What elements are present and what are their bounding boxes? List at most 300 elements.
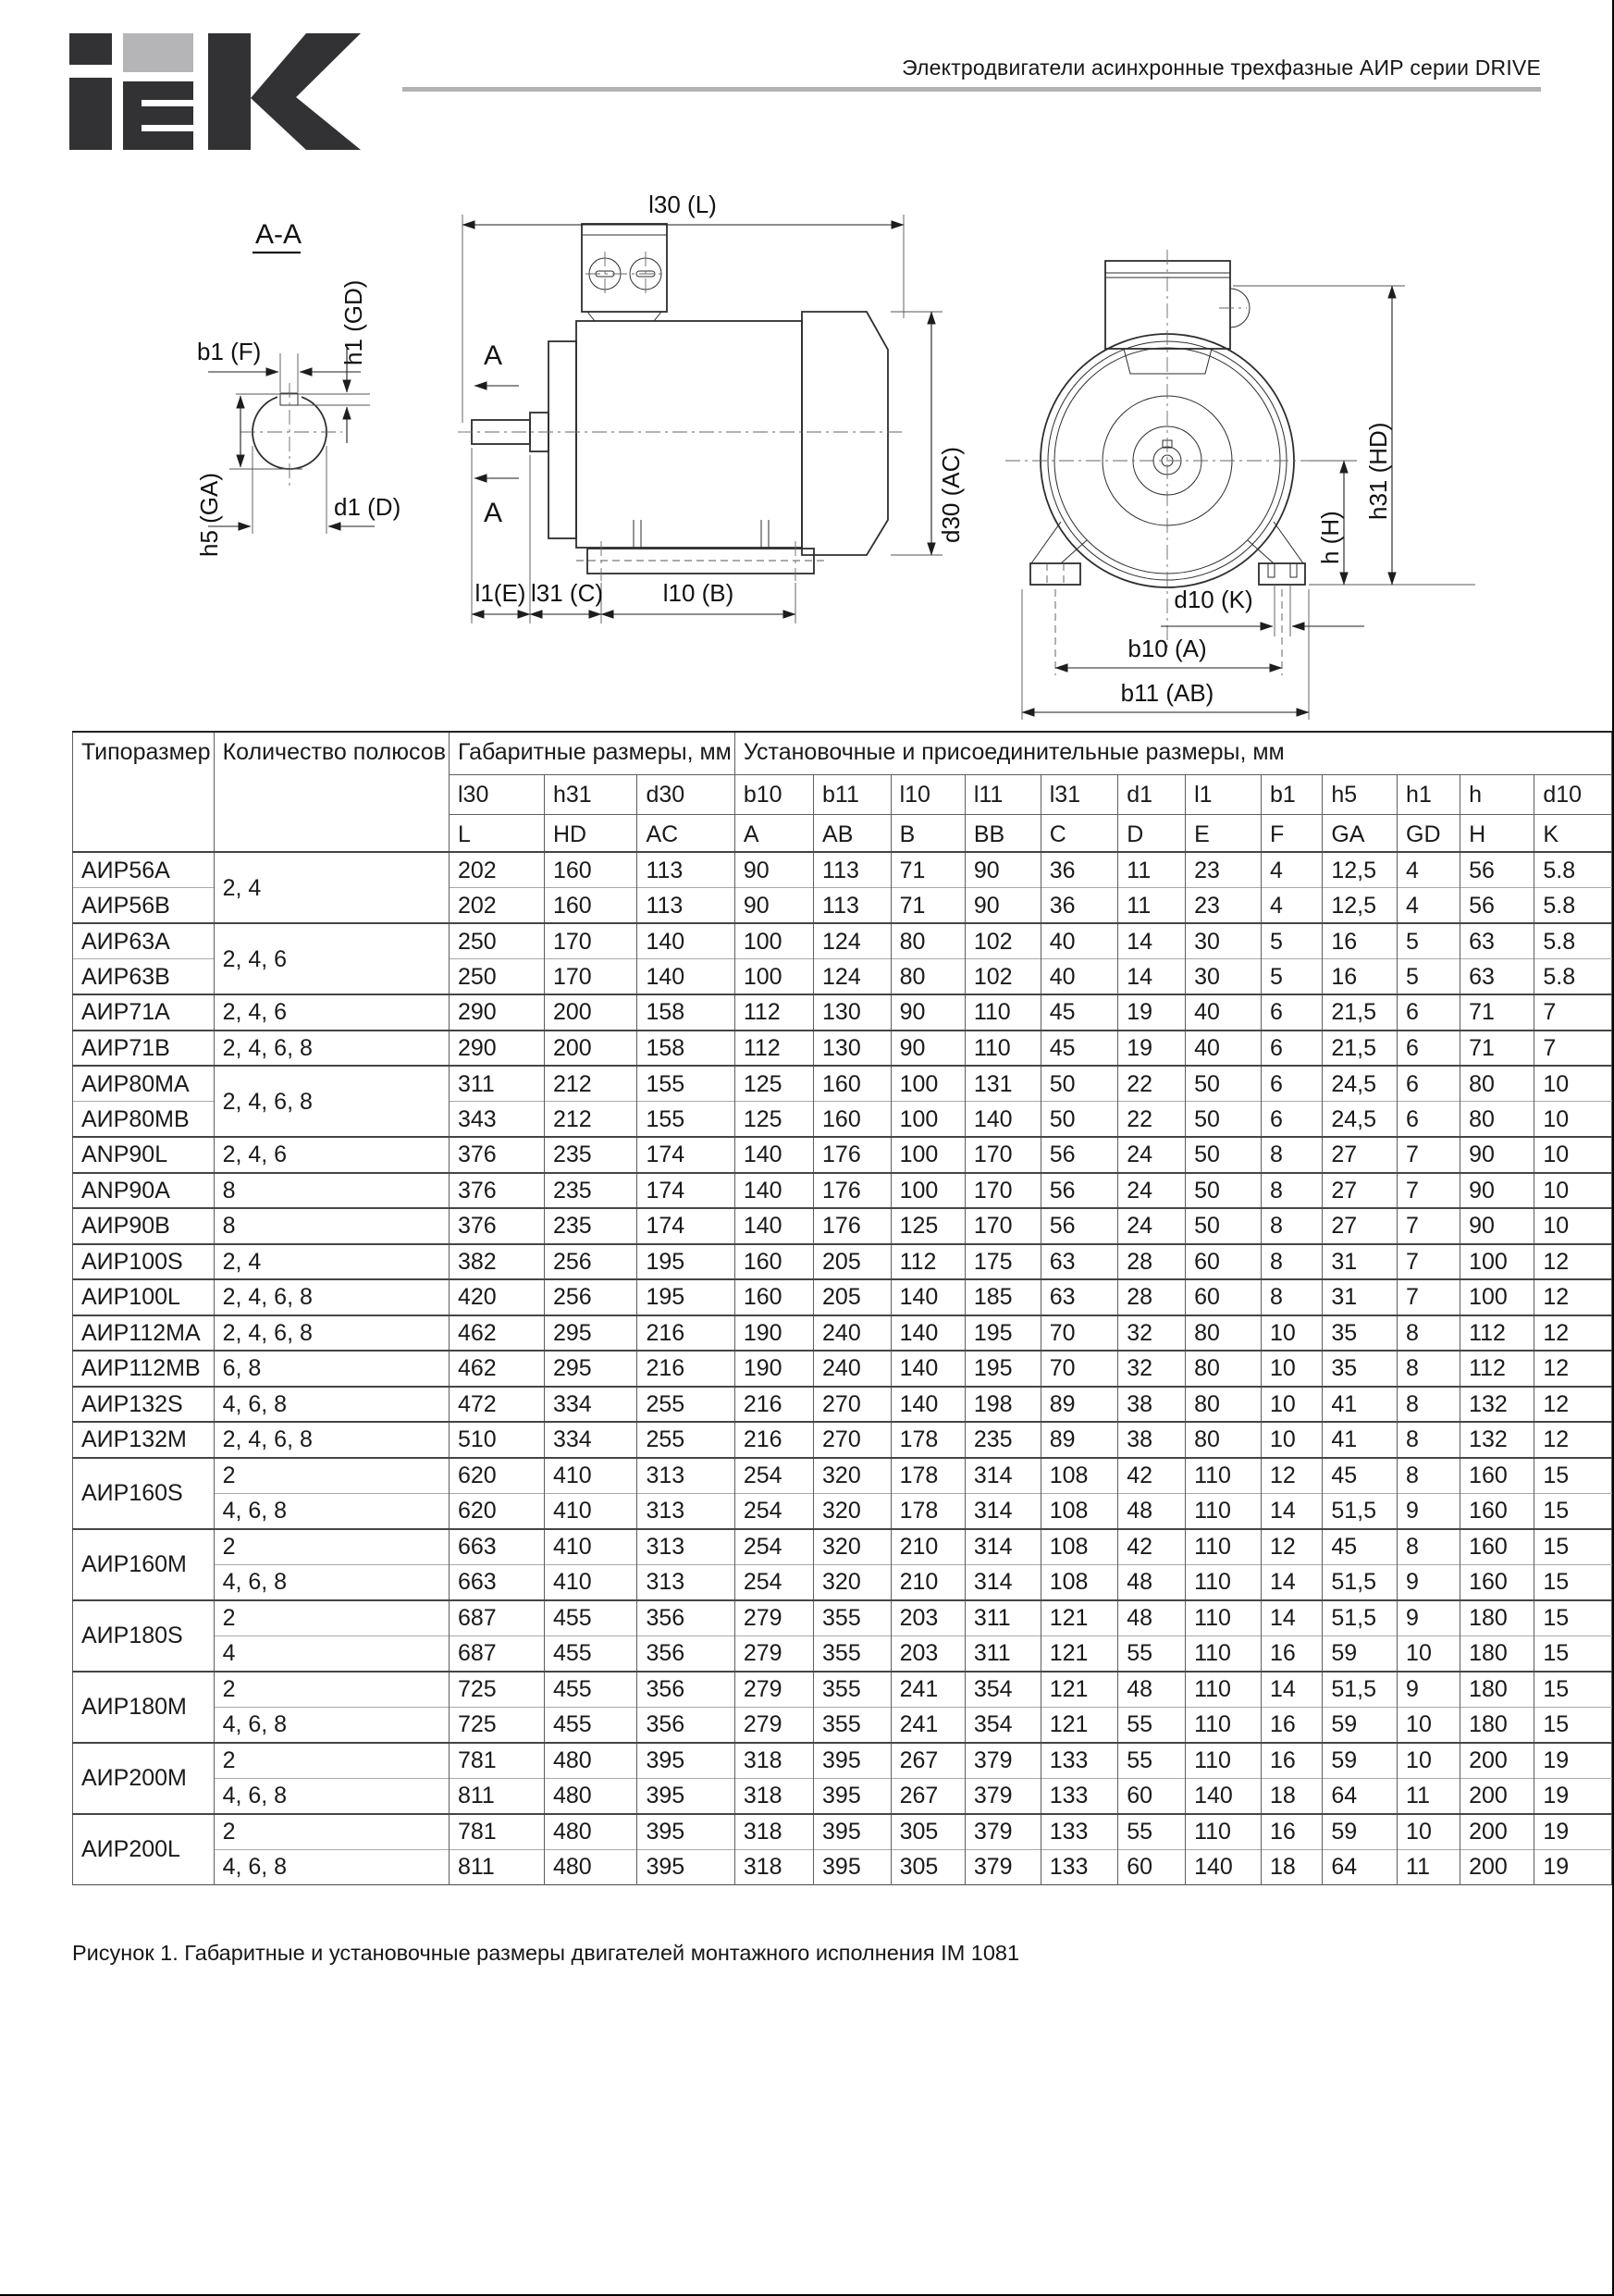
value-cell: 725 [449, 1672, 544, 1708]
value-cell: 19 [1534, 1814, 1612, 1850]
value-cell: 90 [891, 1031, 965, 1067]
value-cell: 19 [1534, 1849, 1612, 1885]
value-cell: 90 [1460, 1137, 1534, 1173]
value-cell: 110 [965, 994, 1041, 1031]
value-cell: 100 [1460, 1244, 1534, 1280]
dim-label-h1: h1 (GD) [339, 279, 367, 365]
value-cell: 395 [814, 1778, 892, 1814]
value-cell: 80 [891, 959, 965, 995]
value-cell: 31 [1323, 1244, 1398, 1280]
value-cell: 18 [1262, 1849, 1323, 1885]
value-cell: 241 [891, 1672, 965, 1708]
value-cell: 4 [1262, 852, 1323, 888]
table-row [73, 1279, 1612, 1315]
value-cell: 10 [1262, 1351, 1323, 1387]
value-cell: 311 [965, 1600, 1041, 1636]
value-cell: 110 [965, 1031, 1041, 1067]
value-cell: 170 [965, 1137, 1041, 1173]
column-header-letter: GD [1398, 814, 1460, 852]
value-cell: 56 [1041, 1208, 1118, 1244]
value-cell: 133 [1041, 1743, 1118, 1779]
column-header-type: Типоразмер [73, 732, 215, 852]
value-cell: 480 [544, 1814, 637, 1850]
type-cell: АИР100L [73, 1279, 215, 1315]
poles-cell: 2, 4, 6 [214, 1137, 449, 1173]
value-cell: 7 [1398, 1279, 1460, 1315]
value-cell: 305 [891, 1849, 965, 1885]
value-cell: 45 [1323, 1529, 1398, 1565]
value-cell: 725 [449, 1707, 544, 1743]
table-row [73, 1422, 1612, 1458]
value-cell: 16 [1323, 959, 1398, 995]
value-cell: 55 [1118, 1707, 1186, 1743]
side-view [458, 191, 965, 623]
column-header-letter: GA [1323, 814, 1398, 852]
poles-cell: 2, 4, 6, 8 [214, 1031, 449, 1067]
poles-cell: 2, 4, 6, 8 [214, 1066, 449, 1137]
value-cell: 8 [1398, 1387, 1460, 1423]
value-cell: 71 [891, 888, 965, 924]
value-cell: 158 [637, 1031, 734, 1067]
value-cell: 45 [1041, 994, 1118, 1031]
value-cell: 100 [891, 1137, 965, 1173]
column-header-letter: AC [637, 814, 734, 852]
value-cell: 4 [1262, 888, 1323, 924]
value-cell: 320 [814, 1493, 892, 1529]
value-cell: 89 [1041, 1422, 1118, 1458]
dim-label-l30: l30 (L) [648, 191, 717, 218]
value-cell: 31 [1323, 1279, 1398, 1315]
value-cell: 279 [734, 1600, 813, 1636]
value-cell: 155 [637, 1066, 734, 1102]
value-cell: 160 [1460, 1493, 1534, 1529]
value-cell: 663 [449, 1564, 544, 1600]
column-header-letter: K [1534, 814, 1612, 852]
value-cell: 5.8 [1534, 959, 1612, 995]
value-cell: 110 [1186, 1458, 1262, 1494]
value-cell: 174 [637, 1137, 734, 1173]
value-cell: 28 [1118, 1279, 1186, 1315]
value-cell: 7 [1534, 1031, 1612, 1067]
value-cell: 110 [1186, 1564, 1262, 1600]
value-cell: 8 [1398, 1422, 1460, 1458]
section-view-shaft [195, 219, 400, 557]
value-cell: 41 [1323, 1387, 1398, 1423]
figure-caption: Рисунок 1. Габаритные и установочные размеры двигателей монтажного исполнения IM 1081 [72, 1941, 1020, 1965]
value-cell: 90 [965, 852, 1041, 888]
dim-label-l31: l31 (C) [530, 579, 604, 607]
value-cell: 235 [544, 1137, 637, 1173]
value-cell: 50 [1041, 1066, 1118, 1102]
value-cell: 112 [1460, 1351, 1534, 1387]
table-row [73, 923, 1612, 959]
value-cell: 6 [1398, 1102, 1460, 1138]
value-cell: 113 [814, 852, 892, 888]
value-cell: 203 [891, 1600, 965, 1636]
value-cell: 32 [1118, 1351, 1186, 1387]
type-cell: АИР80МВ [73, 1102, 215, 1138]
value-cell: 11 [1398, 1778, 1460, 1814]
poles-cell: 4, 6, 8 [214, 1849, 449, 1885]
group-header-mounting: Установочные и присоединительные размеры, мм [734, 732, 1611, 774]
value-cell: 313 [637, 1493, 734, 1529]
value-cell: 24 [1118, 1137, 1186, 1173]
value-cell: 687 [449, 1600, 544, 1636]
value-cell: 178 [891, 1458, 965, 1494]
value-cell: 216 [734, 1387, 813, 1423]
value-cell: 687 [449, 1636, 544, 1672]
value-cell: 22 [1118, 1066, 1186, 1102]
column-header-symbol: d1 [1118, 774, 1186, 814]
value-cell: 124 [814, 959, 892, 995]
value-cell: 132 [1460, 1387, 1534, 1423]
value-cell: 6 [1262, 1031, 1323, 1067]
table-row [73, 1137, 1612, 1173]
value-cell: 395 [637, 1778, 734, 1814]
poles-cell: 2, 4, 6 [214, 923, 449, 994]
value-cell: 472 [449, 1387, 544, 1423]
value-cell: 250 [449, 923, 544, 959]
type-cell: АИР71А [73, 994, 215, 1031]
value-cell: 63 [1041, 1279, 1118, 1315]
value-cell: 311 [965, 1636, 1041, 1672]
value-cell: 48 [1118, 1493, 1186, 1529]
value-cell: 410 [544, 1564, 637, 1600]
value-cell: 480 [544, 1778, 637, 1814]
value-cell: 10 [1398, 1743, 1460, 1779]
value-cell: 16 [1262, 1814, 1323, 1850]
value-cell: 176 [814, 1137, 892, 1173]
value-cell: 8 [1262, 1173, 1323, 1209]
value-cell: 455 [544, 1636, 637, 1672]
value-cell: 102 [965, 959, 1041, 995]
value-cell: 130 [814, 994, 892, 1031]
value-cell: 5.8 [1534, 923, 1612, 959]
value-cell: 16 [1262, 1743, 1323, 1779]
value-cell: 100 [891, 1102, 965, 1138]
value-cell: 124 [814, 923, 892, 959]
type-cell: АИР160S [73, 1458, 215, 1529]
value-cell: 40 [1041, 959, 1118, 995]
value-cell: 108 [1041, 1458, 1118, 1494]
column-header-symbol: h [1460, 774, 1534, 814]
value-cell: 279 [734, 1636, 813, 1672]
value-cell: 334 [544, 1422, 637, 1458]
value-cell: 112 [734, 1031, 813, 1067]
value-cell: 216 [734, 1422, 813, 1458]
value-cell: 42 [1118, 1458, 1186, 1494]
value-cell: 334 [544, 1387, 637, 1423]
value-cell: 71 [891, 852, 965, 888]
value-cell: 36 [1041, 852, 1118, 888]
value-cell: 19 [1118, 994, 1186, 1031]
value-cell: 12,5 [1323, 888, 1398, 924]
type-cell: АИР100S [73, 1244, 215, 1280]
value-cell: 63 [1041, 1244, 1118, 1280]
value-cell: 5.8 [1534, 852, 1612, 888]
value-cell: 254 [734, 1564, 813, 1600]
value-cell: 354 [965, 1707, 1041, 1743]
value-cell: 110 [1186, 1529, 1262, 1565]
value-cell: 80 [891, 923, 965, 959]
dim-label-d1: d1 (D) [334, 493, 401, 521]
value-cell: 480 [544, 1849, 637, 1885]
value-cell: 41 [1323, 1422, 1398, 1458]
value-cell: 110 [1186, 1600, 1262, 1636]
value-cell: 63 [1460, 959, 1534, 995]
table-row [73, 1849, 1612, 1885]
column-header-symbol: h5 [1323, 774, 1398, 814]
value-cell: 311 [449, 1066, 544, 1102]
type-cell: АИР180S [73, 1600, 215, 1672]
value-cell: 24,5 [1323, 1066, 1398, 1102]
value-cell: 510 [449, 1422, 544, 1458]
value-cell: 210 [891, 1564, 965, 1600]
value-cell: 11 [1118, 852, 1186, 888]
value-cell: 15 [1534, 1529, 1612, 1565]
value-cell: 160 [1460, 1458, 1534, 1494]
value-cell: 318 [734, 1849, 813, 1885]
value-cell: 11 [1118, 888, 1186, 924]
value-cell: 55 [1118, 1743, 1186, 1779]
poles-cell: 2, 4, 6 [214, 994, 449, 1031]
value-cell: 395 [814, 1849, 892, 1885]
value-cell: 9 [1398, 1672, 1460, 1708]
value-cell: 60 [1186, 1279, 1262, 1315]
value-cell: 140 [734, 1208, 813, 1244]
value-cell: 395 [814, 1814, 892, 1850]
value-cell: 160 [544, 852, 637, 888]
column-header-symbol: l30 [449, 774, 544, 814]
value-cell: 100 [891, 1066, 965, 1102]
value-cell: 290 [449, 1031, 544, 1067]
value-cell: 250 [449, 959, 544, 995]
poles-cell: 2 [214, 1600, 449, 1636]
value-cell: 313 [637, 1564, 734, 1600]
value-cell: 10 [1534, 1208, 1612, 1244]
type-cell: АИР80МА [73, 1066, 215, 1102]
table-row [73, 1315, 1612, 1352]
value-cell: 56 [1460, 888, 1534, 924]
value-cell: 4 [1398, 888, 1460, 924]
value-cell: 140 [891, 1387, 965, 1423]
value-cell: 6 [1262, 1102, 1323, 1138]
value-cell: 140 [891, 1315, 965, 1352]
poles-cell: 2, 4, 6, 8 [214, 1279, 449, 1315]
value-cell: 14 [1262, 1672, 1323, 1708]
value-cell: 9 [1398, 1600, 1460, 1636]
value-cell: 420 [449, 1279, 544, 1315]
value-cell: 160 [544, 888, 637, 924]
value-cell: 63 [1460, 923, 1534, 959]
value-cell: 180 [1460, 1636, 1534, 1672]
value-cell: 90 [734, 852, 813, 888]
value-cell: 160 [1460, 1529, 1534, 1565]
table-row [73, 1778, 1612, 1814]
value-cell: 5 [1262, 959, 1323, 995]
type-cell: АИР112МВ [73, 1351, 215, 1387]
value-cell: 112 [734, 994, 813, 1031]
table-row [73, 1707, 1612, 1743]
value-cell: 320 [814, 1458, 892, 1494]
value-cell: 90 [1460, 1208, 1534, 1244]
value-cell: 314 [965, 1564, 1041, 1600]
value-cell: 90 [734, 888, 813, 924]
value-cell: 12 [1534, 1244, 1612, 1280]
value-cell: 305 [891, 1814, 965, 1850]
value-cell: 7 [1398, 1137, 1460, 1173]
value-cell: 18 [1262, 1778, 1323, 1814]
type-cell: АИР112МА [73, 1315, 215, 1352]
dim-label-b10: b10 (A) [1127, 635, 1207, 662]
front-view [1005, 250, 1475, 720]
value-cell: 24,5 [1323, 1102, 1398, 1138]
value-cell: 70 [1041, 1315, 1118, 1352]
value-cell: 241 [891, 1707, 965, 1743]
poles-cell: 4 [214, 1636, 449, 1672]
value-cell: 270 [814, 1387, 892, 1423]
section-arrow-label-top: A [484, 340, 503, 371]
value-cell: 320 [814, 1529, 892, 1565]
value-cell: 180 [1460, 1600, 1534, 1636]
value-cell: 8 [1262, 1279, 1323, 1315]
value-cell: 10 [1398, 1814, 1460, 1850]
value-cell: 205 [814, 1279, 892, 1315]
column-header-symbol: l1 [1186, 774, 1262, 814]
poles-cell: 2 [214, 1529, 449, 1565]
value-cell: 113 [637, 852, 734, 888]
column-header-symbol: l31 [1041, 774, 1118, 814]
table-row [73, 1672, 1612, 1708]
value-cell: 4 [1398, 852, 1460, 888]
value-cell: 811 [449, 1849, 544, 1885]
column-header-symbol: l11 [965, 774, 1041, 814]
poles-cell: 8 [214, 1208, 449, 1244]
value-cell: 50 [1186, 1066, 1262, 1102]
value-cell: 80 [1186, 1315, 1262, 1352]
value-cell: 50 [1186, 1137, 1262, 1173]
dim-label-b11: b11 (AB) [1120, 679, 1214, 707]
dim-label-h: h (H) [1316, 511, 1344, 564]
header-divider [402, 87, 1541, 92]
value-cell: 24 [1118, 1173, 1186, 1209]
column-header-letter: C [1041, 814, 1118, 852]
value-cell: 455 [544, 1672, 637, 1708]
value-cell: 55 [1118, 1814, 1186, 1850]
value-cell: 455 [544, 1707, 637, 1743]
value-cell: 80 [1186, 1387, 1262, 1423]
column-header-symbol: d10 [1534, 774, 1612, 814]
value-cell: 174 [637, 1173, 734, 1209]
value-cell: 160 [734, 1244, 813, 1280]
value-cell: 140 [1186, 1849, 1262, 1885]
value-cell: 16 [1262, 1636, 1323, 1672]
value-cell: 71 [1460, 1031, 1534, 1067]
value-cell: 23 [1186, 852, 1262, 888]
value-cell: 811 [449, 1778, 544, 1814]
value-cell: 64 [1323, 1778, 1398, 1814]
value-cell: 376 [449, 1137, 544, 1173]
type-cell: АИР56А [73, 852, 215, 888]
value-cell: 200 [544, 1031, 637, 1067]
value-cell: 6 [1398, 994, 1460, 1031]
value-cell: 45 [1323, 1458, 1398, 1494]
dim-label-b1: b1 (F) [197, 338, 262, 365]
value-cell: 240 [814, 1351, 892, 1387]
value-cell: 382 [449, 1244, 544, 1280]
value-cell: 60 [1118, 1778, 1186, 1814]
dim-label-d10: d10 (K) [1174, 586, 1253, 613]
value-cell: 235 [544, 1173, 637, 1209]
value-cell: 6 [1262, 1066, 1323, 1102]
value-cell: 781 [449, 1743, 544, 1779]
value-cell: 112 [1460, 1315, 1534, 1352]
value-cell: 10 [1262, 1422, 1323, 1458]
value-cell: 38 [1118, 1387, 1186, 1423]
value-cell: 256 [544, 1279, 637, 1315]
value-cell: 51,5 [1323, 1672, 1398, 1708]
value-cell: 290 [449, 994, 544, 1031]
value-cell: 15 [1534, 1564, 1612, 1600]
value-cell: 355 [814, 1672, 892, 1708]
value-cell: 30 [1186, 923, 1262, 959]
value-cell: 267 [891, 1743, 965, 1779]
poles-cell: 4, 6, 8 [214, 1778, 449, 1814]
column-header-symbol: d30 [637, 774, 734, 814]
value-cell: 15 [1534, 1707, 1612, 1743]
value-cell: 40 [1041, 923, 1118, 959]
value-cell: 19 [1534, 1743, 1612, 1779]
value-cell: 255 [637, 1422, 734, 1458]
value-cell: 185 [965, 1279, 1041, 1315]
value-cell: 12 [1534, 1387, 1612, 1423]
value-cell: 42 [1118, 1529, 1186, 1565]
value-cell: 51,5 [1323, 1493, 1398, 1529]
type-cell: АИР63А [73, 923, 215, 959]
column-header-letter: H [1460, 814, 1534, 852]
value-cell: 108 [1041, 1564, 1118, 1600]
value-cell: 108 [1041, 1529, 1118, 1565]
value-cell: 27 [1323, 1208, 1398, 1244]
value-cell: 190 [734, 1315, 813, 1352]
value-cell: 395 [814, 1743, 892, 1779]
value-cell: 8 [1262, 1208, 1323, 1244]
value-cell: 158 [637, 994, 734, 1031]
value-cell: 30 [1186, 959, 1262, 995]
value-cell: 379 [965, 1778, 1041, 1814]
column-header-symbol: l10 [891, 774, 965, 814]
value-cell: 15 [1534, 1493, 1612, 1529]
value-cell: 270 [814, 1422, 892, 1458]
logo-i-dot [69, 33, 112, 65]
value-cell: 8 [1398, 1315, 1460, 1352]
value-cell: 314 [965, 1493, 1041, 1529]
table-row [73, 1600, 1612, 1636]
value-cell: 19 [1534, 1778, 1612, 1814]
value-cell: 100 [1460, 1279, 1534, 1315]
value-cell: 90 [1460, 1173, 1534, 1209]
value-cell: 71 [1460, 994, 1534, 1031]
value-cell: 133 [1041, 1849, 1118, 1885]
value-cell: 12 [1262, 1529, 1323, 1565]
value-cell: 8 [1262, 1244, 1323, 1280]
value-cell: 198 [965, 1387, 1041, 1423]
value-cell: 355 [814, 1600, 892, 1636]
group-header-overall: Габаритные размеры, мм [449, 732, 734, 774]
value-cell: 170 [544, 923, 637, 959]
value-cell: 174 [637, 1208, 734, 1244]
value-cell: 160 [734, 1279, 813, 1315]
